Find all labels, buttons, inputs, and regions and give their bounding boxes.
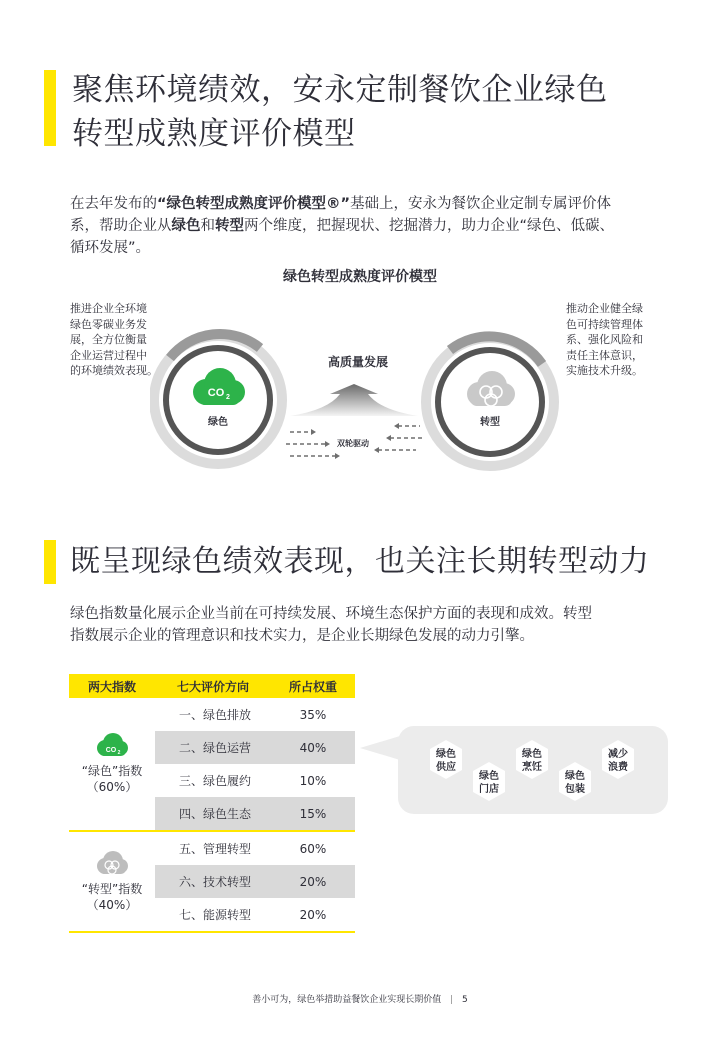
para-text: 两个维度，把握现状、挖掘潜力，助力企业“绿色、低碳、: [244, 218, 615, 234]
footer-text: 善小可为，绿色举措助益餐饮企业实现长期价值: [252, 995, 442, 1005]
para-text: 和: [200, 218, 215, 234]
section1-title-line2: 转型成熟度评价模型: [72, 116, 356, 152]
callout-pointer: [360, 736, 400, 760]
section1-paragraph: [70, 193, 680, 259]
hex-text: 绿色: [522, 749, 542, 760]
section1-title-line1: 聚焦环境绩效，安永定制餐饮企业绿色: [72, 72, 608, 108]
page-number: 5: [462, 995, 468, 1005]
section2-para-line: 绿色指数量化展示企业当前在可持续发展、环境生态保护方面的表现和成效。转型: [70, 606, 592, 622]
hex-text: 浪费: [608, 762, 628, 773]
right-desc-line: 实施技术升级。: [566, 364, 643, 377]
model-right-description: [566, 301, 666, 379]
hex-text: 绿色: [565, 771, 585, 782]
section2-title: 既呈现绿色绩效表现，也关注长期转型动力: [70, 544, 650, 579]
direction-cell: 六、技术转型: [155, 865, 271, 898]
para-bold-transform: 转型: [215, 218, 244, 234]
para-text: 循环发展”。: [70, 240, 151, 256]
header-seven-directions: 七大评价方向: [155, 674, 271, 698]
co2-text: CO: [105, 747, 117, 754]
center-top-label: 高质量发展: [327, 355, 389, 369]
green-label: 绿色: [208, 417, 228, 428]
hex-text: 绿色: [436, 749, 456, 760]
green-index-pct: （60%）: [86, 780, 138, 794]
hex-text: 包装: [565, 784, 585, 795]
weight-cell: 20%: [271, 865, 355, 898]
section1-title: [72, 68, 692, 156]
header-weight: 所占权重: [271, 674, 355, 698]
hex-text: 供应: [436, 762, 456, 773]
right-desc-line: 系、强化风险和: [566, 333, 643, 346]
left-desc-line: 企业运营过程中: [70, 348, 147, 362]
weight-cell: 40%: [271, 731, 355, 764]
rising-arrow-icon: [290, 384, 418, 416]
hex-text: 烹饪: [522, 762, 542, 773]
weight-cell: 60%: [299, 841, 327, 856]
model-diagram: [150, 320, 570, 480]
para-bold-model: “绿色转型成熟度评价模型®”: [157, 196, 351, 212]
transform-index-cell: [69, 831, 155, 932]
direction-cell: 五、管理转型: [179, 842, 252, 856]
table-row: [69, 698, 355, 731]
section1-accent-bar: [44, 70, 56, 146]
co2-cloud-icon: [94, 733, 130, 759]
hex-text: 绿色: [479, 771, 499, 782]
section2-para-line: 指数展示企业的管理意识和技术实力，是企业长期绿色发展的动力引擎。: [70, 628, 534, 644]
direction-cell: 一、绿色排放: [179, 708, 252, 722]
weight-cell: 20%: [271, 898, 355, 932]
right-desc-line: 推动企业健全绿: [566, 302, 643, 315]
transform-index-name: “转型”指数: [81, 881, 143, 896]
footer-separator: |: [450, 995, 454, 1005]
section2-paragraph: [70, 603, 690, 647]
para-text: 在去年发布的: [70, 196, 157, 212]
weight-cell: 10%: [299, 773, 327, 788]
center-mid-label: 双轮驱动: [337, 439, 369, 448]
transform-label: 转型: [480, 417, 500, 428]
right-desc-line: 责任主体意识，: [566, 348, 643, 362]
co2-sub: 2: [117, 750, 121, 756]
hex-text: 减少: [608, 749, 628, 760]
hexagon-callout: [360, 726, 670, 816]
model-title: 绿色转型成熟度评价模型: [283, 269, 437, 285]
co2-sub: 2: [226, 394, 230, 401]
green-index-cell: [69, 698, 155, 831]
page-footer: [160, 992, 560, 1005]
table-row: [69, 831, 355, 865]
header-two-indices: 两大指数: [69, 674, 155, 698]
transform-index-pct: （40%）: [86, 897, 138, 912]
section2-accent-bar: [44, 540, 56, 584]
para-bold-green: 绿色: [171, 218, 201, 234]
direction-cell: 四、绿色生态: [155, 797, 271, 831]
direction-cell: 七、能源转型: [155, 898, 271, 932]
hex-text: 门店: [479, 784, 499, 795]
left-desc-line: 绿色零碳业务发: [70, 317, 147, 331]
weight-cell: 35%: [299, 707, 327, 722]
direction-cell: 三、绿色履约: [179, 774, 252, 788]
para-text: 系，帮助企业从: [70, 218, 172, 234]
para-text: 基础上，安永为餐饮企业定制专属评价体: [350, 196, 612, 212]
co2-text: CO: [207, 387, 225, 399]
left-desc-line: 展，全方位衡量: [70, 333, 147, 346]
left-desc-line: 推进企业全环境: [70, 302, 147, 315]
index-table: [69, 674, 355, 933]
table-header-row: [69, 674, 355, 698]
weight-cell: 15%: [271, 797, 355, 831]
direction-cell: 二、绿色运营: [155, 731, 271, 764]
left-desc-line: 的环境绩效表现。: [70, 364, 158, 377]
green-index-name: “绿色”指数: [81, 764, 143, 778]
transform-cloud-icon: [94, 851, 130, 877]
right-desc-line: 色可持续管理体: [566, 317, 643, 331]
